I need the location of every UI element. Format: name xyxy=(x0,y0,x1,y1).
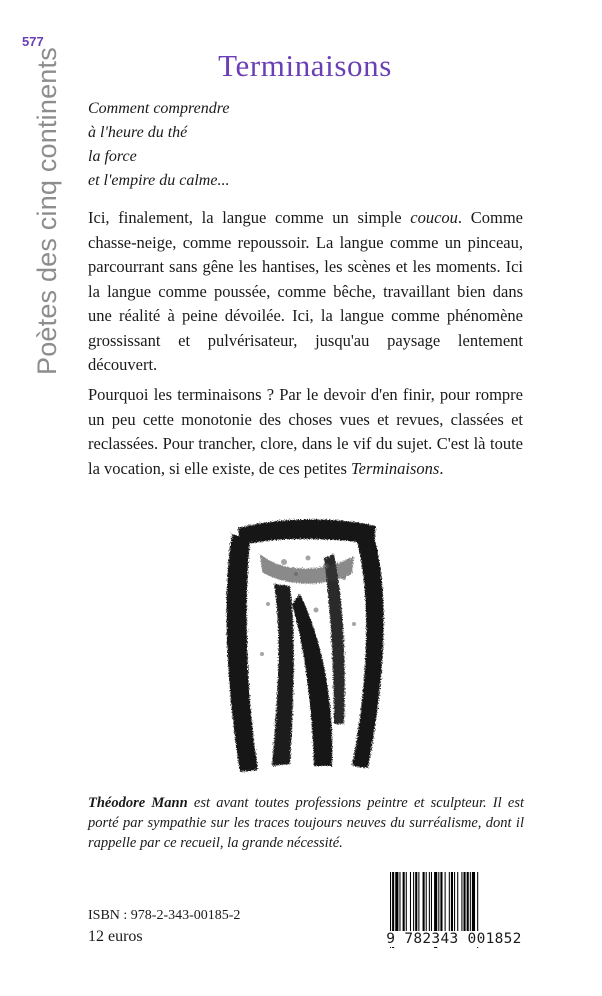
barcode-bar xyxy=(451,872,453,940)
ink-illustration xyxy=(204,514,400,776)
barcode-bar xyxy=(429,872,430,940)
barcode-bar xyxy=(431,872,432,940)
barcode-bar xyxy=(410,872,411,940)
barcode-bar xyxy=(415,872,417,940)
barcode-bar xyxy=(454,872,455,940)
description-paragraph-2 xyxy=(88,383,523,481)
epigraph-line: à l'heure du thé xyxy=(88,124,188,141)
barcode-bar xyxy=(470,872,471,940)
barcode-bar xyxy=(445,872,446,940)
barcode-bar xyxy=(395,872,398,940)
barcode-digits: 9 782343 001852 xyxy=(381,931,527,947)
paragraph-text: Ici, finalement, la langue comme un simple xyxy=(88,208,411,227)
barcode-bar xyxy=(472,872,475,940)
paragraph-emphasis: Terminaisons xyxy=(351,458,440,478)
barcode-bar xyxy=(440,872,442,940)
barcode-bar xyxy=(449,872,450,940)
barcode-bar xyxy=(461,872,462,940)
barcode-bar xyxy=(403,872,405,940)
barcode-bar xyxy=(467,872,469,940)
paragraph-text: . xyxy=(439,458,444,478)
barcode-bar xyxy=(438,872,439,940)
author-bio xyxy=(88,793,524,853)
description-paragraph-1 xyxy=(88,206,523,378)
epigraph-line: et l'empire du calme... xyxy=(88,172,230,189)
barcode-bar xyxy=(426,872,427,940)
barcode-bar xyxy=(406,872,407,940)
author-name: Théodore Mann xyxy=(88,795,188,811)
epigraph-line: la force xyxy=(88,148,137,165)
isbn: ISBN : 978-2-343-00185-2 xyxy=(88,908,241,923)
barcode-bar xyxy=(413,872,414,940)
barcode-bar xyxy=(457,872,458,940)
epigraph-line: Comment comprendre xyxy=(88,100,230,117)
paragraph-emphasis: coucou xyxy=(410,208,458,227)
price: 12 euros xyxy=(88,928,143,945)
series-number: 577 xyxy=(22,34,44,49)
bio-text: est avant toutes professions peintre et sculpteur. Il est porté par sympathie sur les traces toujours neuves du surréalisme, dont il rappelle par ce recueil, la grande nécessité. xyxy=(88,795,524,851)
barcode-bar xyxy=(464,872,466,940)
barcode-bar xyxy=(418,872,419,940)
book-title: Terminaisons xyxy=(218,48,392,83)
paragraph-text: . Comme chasse-neige, comme repoussoir. La langue comme un pinceau, parcourrant sans gêne les hantises, les scènes et les moments. Ici la langue comme poussée, comme bêche, travaillant bien dans une réalité à peine dévoilée. Ici, la langue comme phénomène grossissant et pulvérisateur, jusqu'au paysage lentement découvert. xyxy=(88,208,524,374)
barcode-bar xyxy=(423,872,425,940)
barcode-bar xyxy=(399,872,400,940)
series-name: Poètes des cinq continents xyxy=(32,47,62,375)
paragraph-text: Pourquoi les terminaisons ? Par le devoir d'en finir, pour rompre un peu cette monotonie des choses vues et revues, classées et reclassées. Pour trancher, clore, dans le vif du sujet. C'est là toute la vocation, si elle existe, de ces petites xyxy=(88,385,523,478)
epigraph xyxy=(88,97,229,193)
